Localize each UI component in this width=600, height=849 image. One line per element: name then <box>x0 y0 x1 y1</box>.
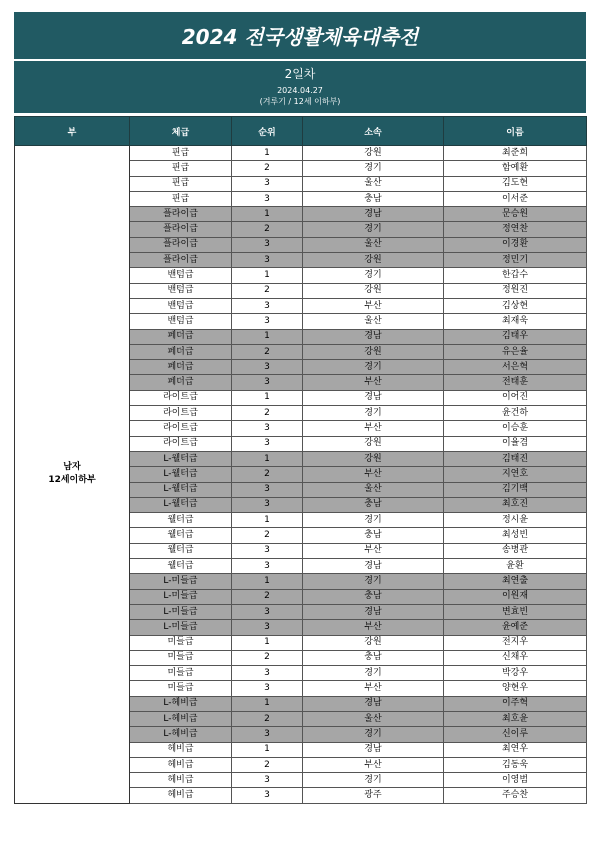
cell-rank: 3 <box>232 773 303 788</box>
cell-weight: 라이트급 <box>130 390 232 405</box>
cell-rank: 1 <box>232 207 303 222</box>
cell-weight: L-웰터급 <box>130 497 232 512</box>
cell-region: 부산 <box>303 467 444 482</box>
cell-weight: 미들급 <box>130 681 232 696</box>
cell-region: 경남 <box>303 207 444 222</box>
cell-weight: 라이트급 <box>130 421 232 436</box>
cell-weight: 미들급 <box>130 635 232 650</box>
cell-rank: 3 <box>232 237 303 252</box>
cell-region: 광주 <box>303 788 444 803</box>
cell-region: 경남 <box>303 604 444 619</box>
cell-rank: 3 <box>232 176 303 191</box>
subheader <box>14 61 586 113</box>
cell-region: 경기 <box>303 222 444 237</box>
cell-rank: 1 <box>232 390 303 405</box>
cell-name: 이영범 <box>444 773 587 788</box>
cell-name: 송병관 <box>444 543 587 558</box>
cell-rank: 2 <box>232 467 303 482</box>
cell-rank: 3 <box>232 604 303 619</box>
cell-name: 이주혁 <box>444 696 587 711</box>
cell-rank: 1 <box>232 329 303 344</box>
cell-name: 유은율 <box>444 344 587 359</box>
cell-region: 경남 <box>303 742 444 757</box>
cell-region: 경기 <box>303 268 444 283</box>
cell-name: 이경환 <box>444 237 587 252</box>
cell-weight: 플라이급 <box>130 222 232 237</box>
cell-weight: 밴텀급 <box>130 283 232 298</box>
column-header-rank: 순위 <box>232 117 303 146</box>
cell-rank: 3 <box>232 482 303 497</box>
cell-name: 전태훈 <box>444 375 587 390</box>
cell-name: 변효빈 <box>444 604 587 619</box>
cell-weight: 웰터급 <box>130 528 232 543</box>
cell-name: 전지우 <box>444 635 587 650</box>
cell-name: 최재욱 <box>444 314 587 329</box>
cell-region: 충남 <box>303 191 444 206</box>
cell-weight: 미들급 <box>130 650 232 665</box>
cell-weight: 핀급 <box>130 161 232 176</box>
cell-rank: 3 <box>232 298 303 313</box>
cell-name: 서은혁 <box>444 360 587 375</box>
cell-rank: 3 <box>232 360 303 375</box>
cell-region: 울산 <box>303 482 444 497</box>
cell-region: 경기 <box>303 360 444 375</box>
cell-region: 울산 <box>303 176 444 191</box>
cell-name: 윤건하 <box>444 406 587 421</box>
cell-rank: 3 <box>232 375 303 390</box>
cell-rank: 2 <box>232 757 303 772</box>
cell-weight: L-미들급 <box>130 589 232 604</box>
event-description: (겨루기 / 12세 이하부) <box>259 97 341 106</box>
cell-name: 김상현 <box>444 298 587 313</box>
cell-region: 강원 <box>303 451 444 466</box>
cell-region: 부산 <box>303 543 444 558</box>
results-table <box>14 116 587 804</box>
cell-rank: 2 <box>232 589 303 604</box>
cell-name: 정민기 <box>444 253 587 268</box>
cell-rank: 1 <box>232 696 303 711</box>
cell-region: 부산 <box>303 681 444 696</box>
cell-name: 최연출 <box>444 574 587 589</box>
cell-rank: 2 <box>232 283 303 298</box>
cell-weight: L-미들급 <box>130 620 232 635</box>
cell-weight: L-헤비급 <box>130 727 232 742</box>
cell-weight: 헤비급 <box>130 788 232 803</box>
cell-name: 최호윤 <box>444 711 587 726</box>
cell-name: 정연찬 <box>444 222 587 237</box>
cell-weight: 웰터급 <box>130 559 232 574</box>
cell-rank: 3 <box>232 620 303 635</box>
cell-rank: 2 <box>232 161 303 176</box>
cell-region: 부산 <box>303 421 444 436</box>
cell-rank: 2 <box>232 406 303 421</box>
cell-name: 김도현 <box>444 176 587 191</box>
cell-name: 이승훈 <box>444 421 587 436</box>
cell-name: 이율겸 <box>444 436 587 451</box>
table-row <box>15 146 587 161</box>
cell-region: 경기 <box>303 727 444 742</box>
cell-rank: 3 <box>232 788 303 803</box>
cell-weight: 페더급 <box>130 360 232 375</box>
cell-name: 김태진 <box>444 451 587 466</box>
cell-weight: 플라이급 <box>130 207 232 222</box>
cell-rank: 3 <box>232 421 303 436</box>
cell-region: 충남 <box>303 497 444 512</box>
cell-name: 윤환 <box>444 559 587 574</box>
cell-weight: 헤비급 <box>130 742 232 757</box>
cell-rank: 3 <box>232 314 303 329</box>
cell-weight: 웰터급 <box>130 543 232 558</box>
cell-weight: 페더급 <box>130 329 232 344</box>
cell-name: 김기백 <box>444 482 587 497</box>
cell-rank: 1 <box>232 635 303 650</box>
cell-weight: 핀급 <box>130 176 232 191</box>
cell-region: 강원 <box>303 635 444 650</box>
cell-region: 경남 <box>303 329 444 344</box>
cell-rank: 1 <box>232 451 303 466</box>
cell-name: 신채우 <box>444 650 587 665</box>
column-header-weight: 체급 <box>130 117 232 146</box>
cell-region: 충남 <box>303 589 444 604</box>
cell-name: 김태우 <box>444 329 587 344</box>
cell-region: 부산 <box>303 298 444 313</box>
cell-weight: 페더급 <box>130 344 232 359</box>
cell-weight: 플라이급 <box>130 237 232 252</box>
cell-weight: 페더급 <box>130 375 232 390</box>
cell-rank: 3 <box>232 681 303 696</box>
cell-weight: L-헤비급 <box>130 696 232 711</box>
cell-name: 양현우 <box>444 681 587 696</box>
cell-rank: 3 <box>232 436 303 451</box>
cell-name: 한갑수 <box>444 268 587 283</box>
cell-region: 울산 <box>303 314 444 329</box>
cell-region: 경남 <box>303 559 444 574</box>
cell-weight: L-웰터급 <box>130 451 232 466</box>
cell-name: 최성빈 <box>444 528 587 543</box>
cell-region: 강원 <box>303 283 444 298</box>
cell-weight: 웰터급 <box>130 513 232 528</box>
cell-region: 울산 <box>303 237 444 252</box>
cell-rank: 2 <box>232 711 303 726</box>
cell-rank: 2 <box>232 528 303 543</box>
cell-weight: 플라이급 <box>130 253 232 268</box>
cell-rank: 3 <box>232 191 303 206</box>
cell-region: 강원 <box>303 146 444 161</box>
cell-weight: L-미들급 <box>130 604 232 619</box>
cell-rank: 1 <box>232 742 303 757</box>
cell-weight: L-웰터급 <box>130 482 232 497</box>
cell-region: 강원 <box>303 344 444 359</box>
cell-weight: L-웰터급 <box>130 467 232 482</box>
cell-region: 경기 <box>303 161 444 176</box>
cell-rank: 2 <box>232 650 303 665</box>
cell-weight: 헤비급 <box>130 757 232 772</box>
cell-name: 문승원 <box>444 207 587 222</box>
cell-weight: 밴텀급 <box>130 268 232 283</box>
cell-name: 최호진 <box>444 497 587 512</box>
cell-name: 정시윤 <box>444 513 587 528</box>
date-label: 2024.04.27 <box>277 86 323 95</box>
column-header-region: 소속 <box>303 117 444 146</box>
cell-region: 경남 <box>303 696 444 711</box>
cell-region: 경기 <box>303 666 444 681</box>
cell-region: 경기 <box>303 406 444 421</box>
cell-weight: 헤비급 <box>130 773 232 788</box>
cell-name: 신이루 <box>444 727 587 742</box>
column-header-division: 부 <box>15 117 130 146</box>
cell-region: 경기 <box>303 574 444 589</box>
cell-rank: 2 <box>232 344 303 359</box>
cell-region: 강원 <box>303 253 444 268</box>
day-label: 2일차 <box>284 67 316 81</box>
cell-name: 주승찬 <box>444 788 587 803</box>
cell-name: 최준희 <box>444 146 587 161</box>
cell-rank: 1 <box>232 513 303 528</box>
column-header-name: 이름 <box>444 117 587 146</box>
cell-region: 부산 <box>303 620 444 635</box>
cell-name: 이서준 <box>444 191 587 206</box>
cell-rank: 3 <box>232 559 303 574</box>
cell-weight: 핀급 <box>130 191 232 206</box>
cell-name: 박강우 <box>444 666 587 681</box>
cell-name: 정원진 <box>444 283 587 298</box>
page-title: 2024 전국생활체육대축전 <box>14 12 586 59</box>
cell-rank: 3 <box>232 727 303 742</box>
cell-rank: 3 <box>232 543 303 558</box>
division-gender: 남자 <box>63 462 81 473</box>
cell-region: 충남 <box>303 650 444 665</box>
cell-rank: 3 <box>232 666 303 681</box>
cell-name: 이어진 <box>444 390 587 405</box>
table-header-row <box>15 117 587 146</box>
cell-rank: 3 <box>232 497 303 512</box>
cell-weight: 라이트급 <box>130 406 232 421</box>
cell-rank: 1 <box>232 268 303 283</box>
cell-weight: 밴텀급 <box>130 314 232 329</box>
cell-region: 부산 <box>303 375 444 390</box>
cell-region: 충남 <box>303 528 444 543</box>
cell-region: 경기 <box>303 513 444 528</box>
cell-name: 김동욱 <box>444 757 587 772</box>
cell-weight: 밴텀급 <box>130 298 232 313</box>
cell-weight: L-미들급 <box>130 574 232 589</box>
cell-name: 윤예준 <box>444 620 587 635</box>
cell-weight: 미들급 <box>130 666 232 681</box>
division-cell <box>15 146 130 804</box>
cell-weight: 라이트급 <box>130 436 232 451</box>
cell-name: 지연호 <box>444 467 587 482</box>
cell-rank: 1 <box>232 574 303 589</box>
cell-region: 부산 <box>303 757 444 772</box>
cell-region: 경기 <box>303 773 444 788</box>
cell-weight: 핀급 <box>130 146 232 161</box>
cell-region: 경남 <box>303 390 444 405</box>
cell-region: 울산 <box>303 711 444 726</box>
cell-weight: L-헤비급 <box>130 711 232 726</box>
cell-rank: 3 <box>232 253 303 268</box>
cell-name: 이원재 <box>444 589 587 604</box>
cell-rank: 1 <box>232 146 303 161</box>
division-age: 12세이하부 <box>48 475 96 486</box>
cell-name: 최연우 <box>444 742 587 757</box>
cell-rank: 2 <box>232 222 303 237</box>
cell-name: 함예환 <box>444 161 587 176</box>
cell-region: 강원 <box>303 436 444 451</box>
